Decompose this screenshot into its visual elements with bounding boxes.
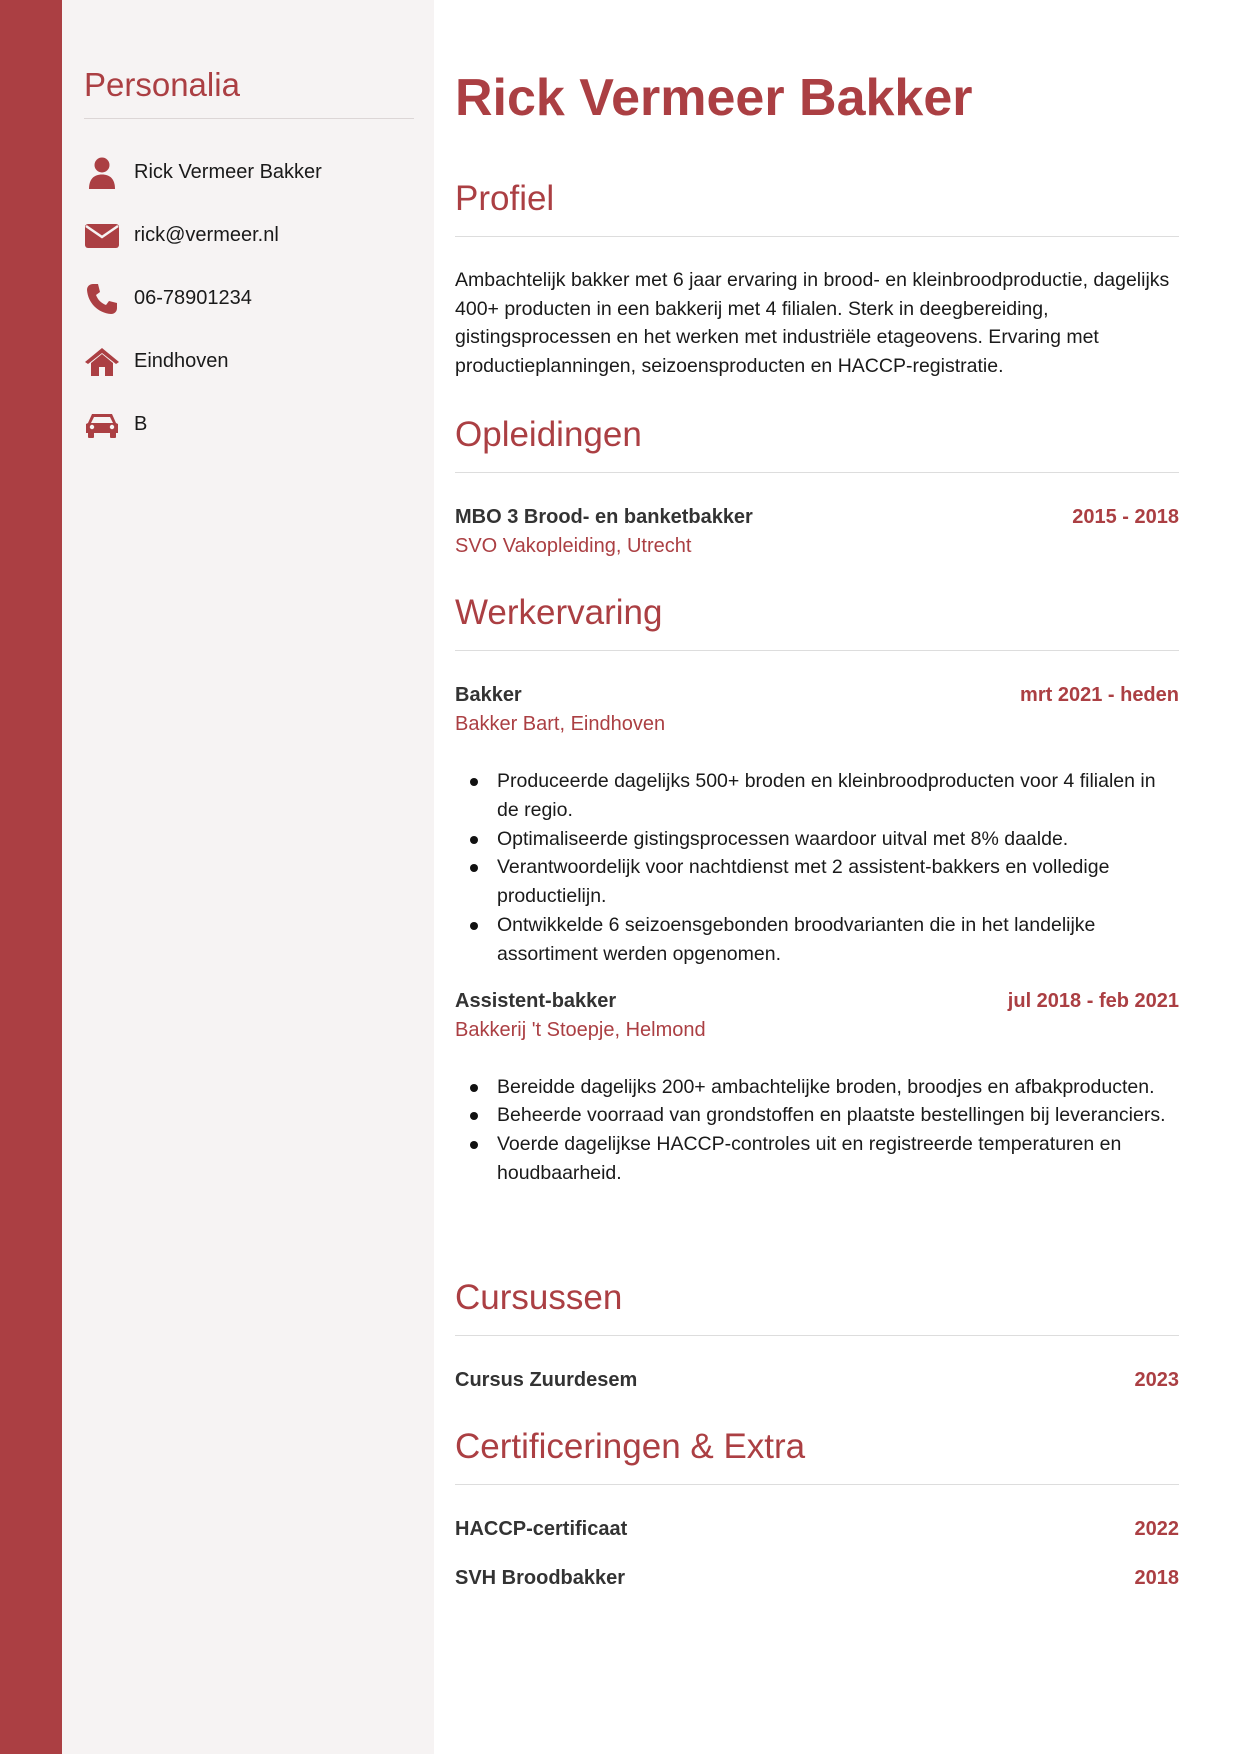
entry-title: SVH Broodbakker: [455, 1567, 626, 1589]
list-item: Optimaliseerde gistingsprocessen waardoor uitval met 8% daalde.: [497, 825, 1179, 854]
profile-section: [455, 176, 1179, 380]
contact-text[interactable]: rick@vermeer.nl: [134, 224, 279, 246]
experience-entry: [455, 990, 1179, 1188]
entry-title: Bakker: [455, 684, 522, 706]
contact-text: 06-78901234: [134, 287, 252, 309]
profile-text: Ambachtelijk bakker met 6 jaar ervaring in brood- en kleinbroodproductie, dagelijks 400+ producten in een bakkerij met 4 filialen. Sterk in deegbereiding, gistingsprocessen en het werken met industriële etageovens. Ervaring met productieplanningen, seizoensproducten en HACCP-registratie.: [455, 269, 1170, 377]
entry-date: 2022: [1134, 1518, 1179, 1540]
entry-date: 2015 - 2018: [1072, 506, 1179, 528]
certifications-section: [455, 1424, 1179, 1590]
certification-entry: [455, 1567, 1179, 1590]
entry-institution: SVO Vakopleiding, Utrecht: [455, 535, 692, 557]
contact-license: [84, 393, 414, 456]
contact-text: Rick Vermeer Bakker: [134, 161, 322, 183]
list-item: Verantwoordelijk voor nachtdienst met 2 assistent-bakkers en volledige productielijn.: [497, 853, 1179, 911]
contact-text: B: [134, 413, 148, 435]
car-icon: [84, 407, 120, 443]
section-title: Profiel: [455, 179, 555, 218]
certification-entry: [455, 1518, 1179, 1541]
experience-entry: [455, 684, 1179, 969]
section-title: Cursussen: [455, 1278, 623, 1317]
list-item: Bereidde dagelijks 200+ ambachtelijke broden, broodjes en afbakproducten.: [497, 1073, 1179, 1102]
envelope-icon: [84, 218, 120, 254]
experience-section: [455, 590, 1179, 1188]
section-title: Opleidingen: [455, 415, 642, 454]
contact-text: Eindhoven: [134, 350, 229, 372]
bullet-list: [455, 767, 1179, 969]
section-divider: [455, 472, 1179, 473]
entry-date: 2023: [1134, 1369, 1179, 1391]
entry-date: mrt 2021 - heden: [1020, 684, 1179, 706]
entry-title: Assistent-bakker: [455, 989, 617, 1012]
list-item: Beheerde voorraad van grondstoffen en plaatste bestellingen bij leveranciers.: [497, 1101, 1179, 1130]
education-entry: [455, 506, 1179, 558]
entry-date: jul 2018 - feb 2021: [1007, 989, 1179, 1012]
sidebar: [62, 0, 434, 1754]
bullet-list: [455, 1073, 1179, 1188]
phone-icon: [84, 281, 120, 317]
entry-title: Cursus Zuurdesem: [455, 1369, 638, 1391]
home-icon: [84, 344, 120, 380]
section-divider: [455, 236, 1179, 237]
list-item: Ontwikkelde 6 seizoensgebonden broodvarianten die in het landelijke assortiment werden opgenomen.: [497, 911, 1179, 969]
section-divider: [455, 1335, 1179, 1336]
entry-employer: Bakker Bart, Eindhoven: [455, 713, 666, 735]
entry-date: 2018: [1134, 1567, 1179, 1589]
section-title: Werkervaring: [455, 593, 663, 632]
contact-location: [84, 330, 414, 393]
section-divider: [455, 650, 1179, 651]
section-divider: [455, 1484, 1179, 1485]
entry-title: MBO 3 Brood- en banketbakker: [455, 506, 753, 528]
page-title: Rick Vermeer Bakker: [455, 69, 973, 127]
contact-email: [84, 204, 414, 267]
contact-phone: [84, 267, 414, 330]
course-entry: [455, 1369, 1179, 1392]
accent-bar: [0, 0, 62, 1754]
contact-name: [84, 141, 414, 204]
sidebar-title: Personalia: [84, 66, 240, 103]
courses-section: [455, 1275, 1179, 1392]
list-item: Produceerde dagelijks 500+ broden en kleinbroodproducten voor 4 filialen in de regio.: [497, 767, 1179, 825]
section-title: Certificeringen & Extra: [455, 1427, 806, 1466]
entry-employer: Bakkerij 't Stoepje, Helmond: [455, 1018, 706, 1041]
user-icon: [84, 155, 120, 191]
list-item: Voerde dagelijkse HACCP-controles uit en registreerde temperaturen en houdbaarheid.: [497, 1130, 1179, 1188]
education-section: [455, 412, 1179, 558]
entry-title: HACCP-certificaat: [455, 1518, 628, 1540]
sidebar-divider: [84, 118, 414, 119]
